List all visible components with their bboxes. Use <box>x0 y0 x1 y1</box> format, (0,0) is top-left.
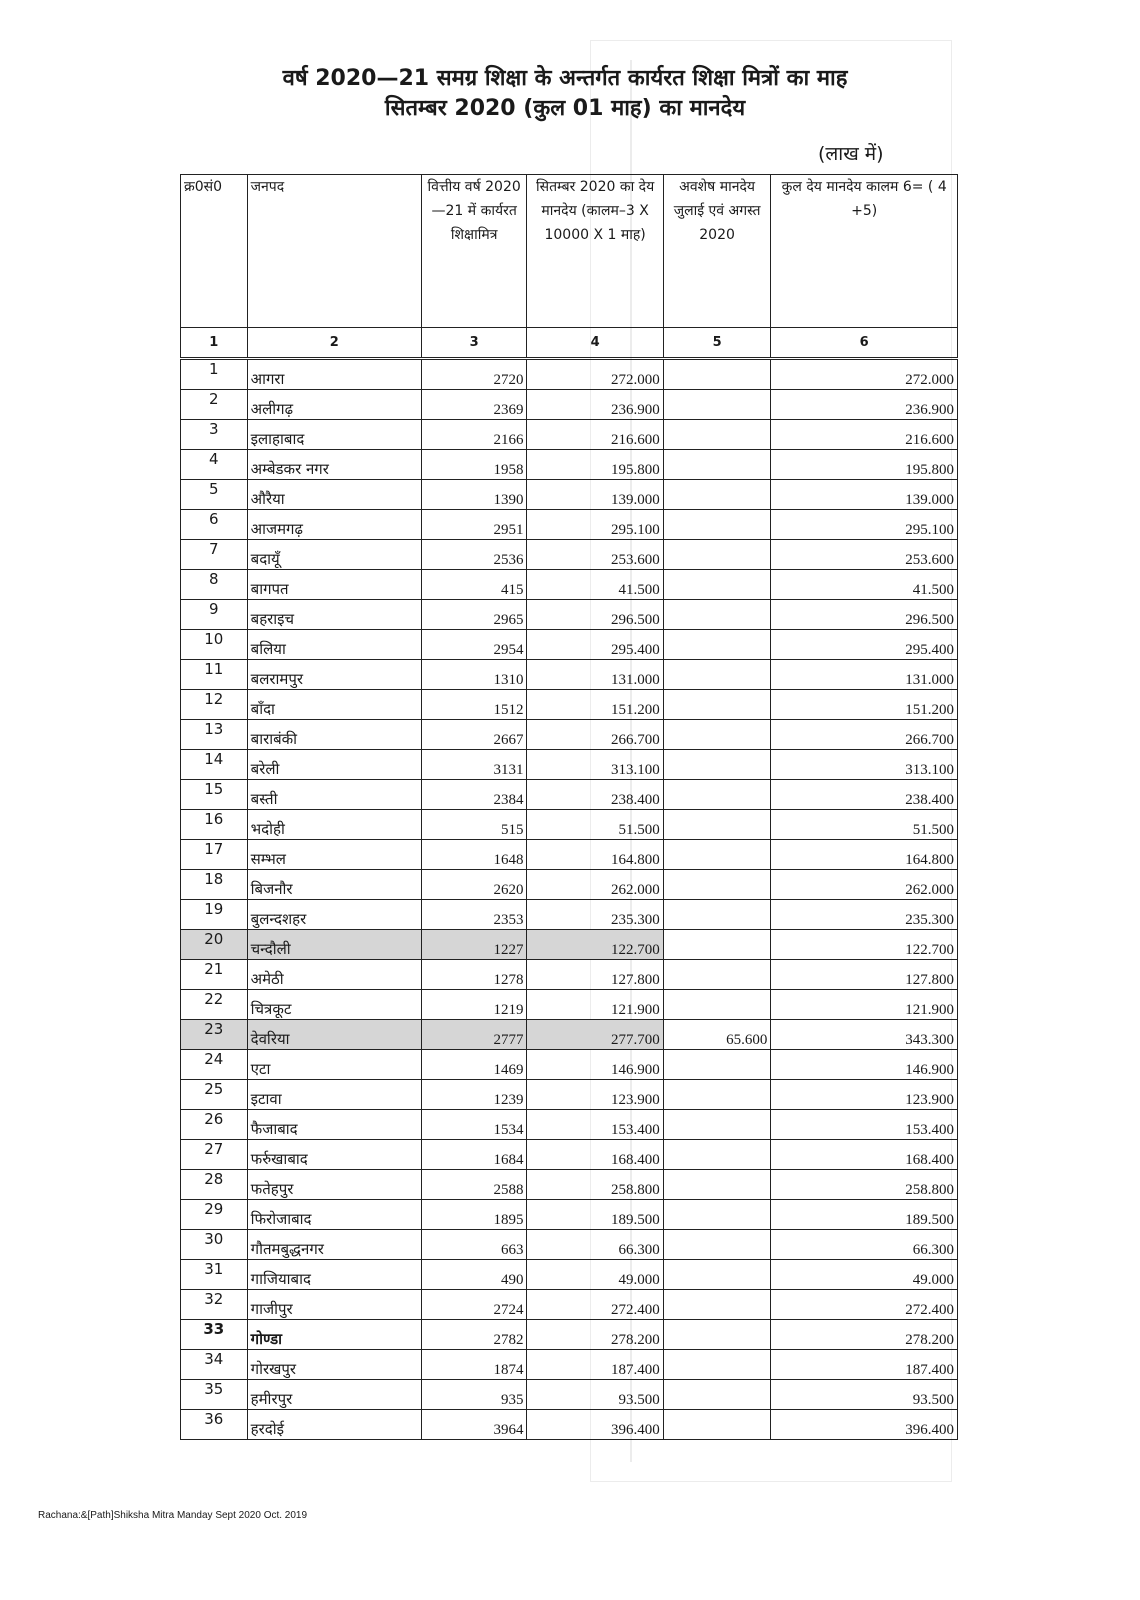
september-honorarium-cell: 216.600 <box>527 420 663 450</box>
serial-cell: 4 <box>181 450 248 480</box>
total-honorarium-cell: 123.900 <box>771 1080 958 1110</box>
column-number: 6 <box>771 328 958 359</box>
file-path-footer: Rachana:&[Path]Shiksha Mitra Manday Sept 2020 Oct. 2019 <box>38 1510 308 1521</box>
arrear-honorarium-cell <box>663 540 771 570</box>
september-honorarium-cell: 168.400 <box>527 1140 663 1170</box>
column-number: 5 <box>663 328 771 359</box>
working-count-cell: 2782 <box>421 1320 527 1350</box>
district-cell: अम्बेडकर नगर <box>247 450 421 480</box>
arrear-honorarium-cell <box>663 870 771 900</box>
table-row <box>181 570 958 600</box>
september-honorarium-cell: 195.800 <box>527 450 663 480</box>
table-row <box>181 480 958 510</box>
arrear-honorarium-cell <box>663 930 771 960</box>
total-honorarium-cell: 146.900 <box>771 1050 958 1080</box>
total-honorarium-cell: 139.000 <box>771 480 958 510</box>
total-honorarium-cell: 262.000 <box>771 870 958 900</box>
arrear-honorarium-cell <box>663 840 771 870</box>
serial-cell: 20 <box>181 930 248 960</box>
table-row <box>181 1170 958 1200</box>
table-row <box>181 630 958 660</box>
working-count-cell: 1874 <box>421 1350 527 1380</box>
total-honorarium-cell: 272.400 <box>771 1290 958 1320</box>
district-cell: फर्रुखाबाद <box>247 1140 421 1170</box>
arrear-honorarium-cell <box>663 600 771 630</box>
working-count-cell: 3964 <box>421 1410 527 1440</box>
september-honorarium-cell: 121.900 <box>527 990 663 1020</box>
serial-cell: 31 <box>181 1260 248 1290</box>
column-number: 3 <box>421 328 527 359</box>
total-honorarium-cell: 189.500 <box>771 1200 958 1230</box>
title-line-2: सितम्बर 2020 (कुल 01 माह) का मानदेय <box>384 96 746 121</box>
column-number: 2 <box>247 328 421 359</box>
september-honorarium-cell: 295.400 <box>527 630 663 660</box>
arrear-honorarium-cell <box>663 1290 771 1320</box>
september-honorarium-cell: 396.400 <box>527 1410 663 1440</box>
document-title <box>150 64 980 124</box>
serial-cell: 14 <box>181 750 248 780</box>
table-row <box>181 1080 958 1110</box>
arrear-honorarium-cell <box>663 1260 771 1290</box>
arrear-honorarium-cell <box>663 450 771 480</box>
september-honorarium-cell: 51.500 <box>527 810 663 840</box>
september-honorarium-cell: 123.900 <box>527 1080 663 1110</box>
district-cell: हरदोई <box>247 1410 421 1440</box>
serial-cell: 33 <box>181 1320 248 1350</box>
working-count-cell: 2353 <box>421 900 527 930</box>
arrear-honorarium-cell <box>663 720 771 750</box>
table-row <box>181 1200 958 1230</box>
header-september-honorarium: सितम्बर 2020 का देय मानदेय (कालम–3 X 10000 X 1 माह) <box>527 175 663 328</box>
table-row <box>181 390 958 420</box>
total-honorarium-cell: 66.300 <box>771 1230 958 1260</box>
table-row <box>181 750 958 780</box>
district-cell: भदोही <box>247 810 421 840</box>
working-count-cell: 2720 <box>421 359 527 390</box>
working-count-cell: 2667 <box>421 720 527 750</box>
arrear-honorarium-cell <box>663 359 771 390</box>
column-number: 4 <box>527 328 663 359</box>
working-count-cell: 1278 <box>421 960 527 990</box>
header-arrear-honorarium: अवशेष मानदेय जुलाई एवं अगस्त 2020 <box>663 175 771 328</box>
table-row <box>181 660 958 690</box>
header-working-count: वित्तीय वर्ष 2020—21 में कार्यरत शिक्षामित्र <box>421 175 527 328</box>
district-cell: चन्दौली <box>247 930 421 960</box>
arrear-honorarium-cell: 65.600 <box>663 1020 771 1050</box>
working-count-cell: 1684 <box>421 1140 527 1170</box>
table-row <box>181 990 958 1020</box>
serial-cell: 26 <box>181 1110 248 1140</box>
honorarium-table <box>180 174 958 1440</box>
working-count-cell: 1648 <box>421 840 527 870</box>
september-honorarium-cell: 151.200 <box>527 690 663 720</box>
total-honorarium-cell: 272.000 <box>771 359 958 390</box>
serial-cell: 32 <box>181 1290 248 1320</box>
arrear-honorarium-cell <box>663 1320 771 1350</box>
table-row <box>181 960 958 990</box>
table-row <box>181 420 958 450</box>
arrear-honorarium-cell <box>663 690 771 720</box>
district-cell: बागपत <box>247 570 421 600</box>
working-count-cell: 3131 <box>421 750 527 780</box>
district-cell: बलिया <box>247 630 421 660</box>
district-cell: फैजाबाद <box>247 1110 421 1140</box>
serial-cell: 8 <box>181 570 248 600</box>
table-row <box>181 1380 958 1410</box>
september-honorarium-cell: 262.000 <box>527 870 663 900</box>
district-cell: हमीरपुर <box>247 1380 421 1410</box>
total-honorarium-cell: 266.700 <box>771 720 958 750</box>
district-cell: अलीगढ़ <box>247 390 421 420</box>
working-count-cell: 2951 <box>421 510 527 540</box>
table-row <box>181 690 958 720</box>
arrear-honorarium-cell <box>663 780 771 810</box>
arrear-honorarium-cell <box>663 990 771 1020</box>
september-honorarium-cell: 295.100 <box>527 510 663 540</box>
serial-cell: 1 <box>181 359 248 390</box>
table-row <box>181 930 958 960</box>
september-honorarium-cell: 278.200 <box>527 1320 663 1350</box>
total-honorarium-cell: 51.500 <box>771 810 958 840</box>
working-count-cell: 1512 <box>421 690 527 720</box>
district-cell: बिजनौर <box>247 870 421 900</box>
total-honorarium-cell: 343.300 <box>771 1020 958 1050</box>
working-count-cell: 415 <box>421 570 527 600</box>
working-count-cell: 1469 <box>421 1050 527 1080</box>
table-row <box>181 720 958 750</box>
total-honorarium-cell: 296.500 <box>771 600 958 630</box>
september-honorarium-cell: 164.800 <box>527 840 663 870</box>
serial-cell: 25 <box>181 1080 248 1110</box>
district-cell: फिरोजाबाद <box>247 1200 421 1230</box>
total-honorarium-cell: 153.400 <box>771 1110 958 1140</box>
district-cell: आजमगढ़ <box>247 510 421 540</box>
arrear-honorarium-cell <box>663 1110 771 1140</box>
working-count-cell: 663 <box>421 1230 527 1260</box>
serial-cell: 12 <box>181 690 248 720</box>
september-honorarium-cell: 187.400 <box>527 1350 663 1380</box>
serial-cell: 34 <box>181 1350 248 1380</box>
serial-cell: 21 <box>181 960 248 990</box>
district-cell: बरेली <box>247 750 421 780</box>
serial-cell: 23 <box>181 1020 248 1050</box>
serial-cell: 24 <box>181 1050 248 1080</box>
september-honorarium-cell: 238.400 <box>527 780 663 810</box>
september-honorarium-cell: 272.000 <box>527 359 663 390</box>
table-row <box>181 600 958 630</box>
district-cell: गाजियाबाद <box>247 1260 421 1290</box>
district-cell: बाँदा <box>247 690 421 720</box>
serial-cell: 5 <box>181 480 248 510</box>
total-honorarium-cell: 168.400 <box>771 1140 958 1170</box>
arrear-honorarium-cell <box>663 1200 771 1230</box>
table-row <box>181 359 958 390</box>
serial-cell: 17 <box>181 840 248 870</box>
column-number-row <box>181 328 958 359</box>
serial-cell: 28 <box>181 1170 248 1200</box>
september-honorarium-cell: 127.800 <box>527 960 663 990</box>
total-honorarium-cell: 164.800 <box>771 840 958 870</box>
working-count-cell: 2588 <box>421 1170 527 1200</box>
arrear-honorarium-cell <box>663 1140 771 1170</box>
working-count-cell: 490 <box>421 1260 527 1290</box>
table-row <box>181 1110 958 1140</box>
table-row <box>181 810 958 840</box>
serial-cell: 18 <box>181 870 248 900</box>
serial-cell: 29 <box>181 1200 248 1230</box>
arrear-honorarium-cell <box>663 900 771 930</box>
district-cell: फतेहपुर <box>247 1170 421 1200</box>
working-count-cell: 515 <box>421 810 527 840</box>
district-cell: गोण्डा <box>247 1320 421 1350</box>
table-row <box>181 1020 958 1050</box>
table-row <box>181 840 958 870</box>
working-count-cell: 1390 <box>421 480 527 510</box>
working-count-cell: 2620 <box>421 870 527 900</box>
total-honorarium-cell: 258.800 <box>771 1170 958 1200</box>
district-cell: बदायूँ <box>247 540 421 570</box>
district-cell: देवरिया <box>247 1020 421 1050</box>
september-honorarium-cell: 189.500 <box>527 1200 663 1230</box>
total-honorarium-cell: 49.000 <box>771 1260 958 1290</box>
working-count-cell: 2166 <box>421 420 527 450</box>
arrear-honorarium-cell <box>663 1380 771 1410</box>
serial-cell: 19 <box>181 900 248 930</box>
total-honorarium-cell: 121.900 <box>771 990 958 1020</box>
table-row <box>181 1050 958 1080</box>
total-honorarium-cell: 93.500 <box>771 1380 958 1410</box>
working-count-cell: 2954 <box>421 630 527 660</box>
september-honorarium-cell: 66.300 <box>527 1230 663 1260</box>
district-cell: बहराइच <box>247 600 421 630</box>
header-district: जनपद <box>247 175 421 328</box>
district-cell: गाजीपुर <box>247 1290 421 1320</box>
table-row <box>181 1410 958 1440</box>
serial-cell: 2 <box>181 390 248 420</box>
arrear-honorarium-cell <box>663 1050 771 1080</box>
total-honorarium-cell: 235.300 <box>771 900 958 930</box>
total-honorarium-cell: 238.400 <box>771 780 958 810</box>
arrear-honorarium-cell <box>663 1080 771 1110</box>
working-count-cell: 2369 <box>421 390 527 420</box>
arrear-honorarium-cell <box>663 1350 771 1380</box>
september-honorarium-cell: 296.500 <box>527 600 663 630</box>
arrear-honorarium-cell <box>663 960 771 990</box>
arrear-honorarium-cell <box>663 1230 771 1260</box>
working-count-cell: 1534 <box>421 1110 527 1140</box>
total-honorarium-cell: 41.500 <box>771 570 958 600</box>
arrear-honorarium-cell <box>663 570 771 600</box>
arrear-honorarium-cell <box>663 750 771 780</box>
arrear-honorarium-cell <box>663 510 771 540</box>
working-count-cell: 2724 <box>421 1290 527 1320</box>
september-honorarium-cell: 272.400 <box>527 1290 663 1320</box>
header-serial: क्र0सं0 <box>181 175 248 328</box>
table-row <box>181 1290 958 1320</box>
serial-cell: 11 <box>181 660 248 690</box>
table-row <box>181 510 958 540</box>
september-honorarium-cell: 41.500 <box>527 570 663 600</box>
table-row <box>181 780 958 810</box>
september-honorarium-cell: 49.000 <box>527 1260 663 1290</box>
table-row <box>181 1140 958 1170</box>
total-honorarium-cell: 313.100 <box>771 750 958 780</box>
serial-cell: 10 <box>181 630 248 660</box>
serial-cell: 27 <box>181 1140 248 1170</box>
header-total-honorarium: कुल देय मानदेय कालम 6= ( 4 +5) <box>771 175 958 328</box>
september-honorarium-cell: 122.700 <box>527 930 663 960</box>
table-row <box>181 540 958 570</box>
district-cell: बस्ती <box>247 780 421 810</box>
serial-cell: 36 <box>181 1410 248 1440</box>
serial-cell: 35 <box>181 1380 248 1410</box>
september-honorarium-cell: 139.000 <box>527 480 663 510</box>
serial-cell: 16 <box>181 810 248 840</box>
table-row <box>181 1350 958 1380</box>
september-honorarium-cell: 146.900 <box>527 1050 663 1080</box>
september-honorarium-cell: 153.400 <box>527 1110 663 1140</box>
arrear-honorarium-cell <box>663 390 771 420</box>
arrear-honorarium-cell <box>663 810 771 840</box>
table-row <box>181 1320 958 1350</box>
working-count-cell: 1239 <box>421 1080 527 1110</box>
total-honorarium-cell: 151.200 <box>771 690 958 720</box>
district-cell: एटा <box>247 1050 421 1080</box>
september-honorarium-cell: 277.700 <box>527 1020 663 1050</box>
working-count-cell: 1310 <box>421 660 527 690</box>
total-honorarium-cell: 216.600 <box>771 420 958 450</box>
district-cell: बलरामपुर <box>247 660 421 690</box>
total-honorarium-cell: 396.400 <box>771 1410 958 1440</box>
district-cell: गोरखपुर <box>247 1350 421 1380</box>
september-honorarium-cell: 266.700 <box>527 720 663 750</box>
total-honorarium-cell: 295.100 <box>771 510 958 540</box>
working-count-cell: 2536 <box>421 540 527 570</box>
serial-cell: 7 <box>181 540 248 570</box>
table-row <box>181 1260 958 1290</box>
working-count-cell: 1219 <box>421 990 527 1020</box>
working-count-cell: 935 <box>421 1380 527 1410</box>
district-cell: बाराबंकी <box>247 720 421 750</box>
district-cell: गौतमबुद्धनगर <box>247 1230 421 1260</box>
september-honorarium-cell: 236.900 <box>527 390 663 420</box>
working-count-cell: 1227 <box>421 930 527 960</box>
total-honorarium-cell: 236.900 <box>771 390 958 420</box>
total-honorarium-cell: 122.700 <box>771 930 958 960</box>
table-row <box>181 870 958 900</box>
september-honorarium-cell: 235.300 <box>527 900 663 930</box>
district-cell: इटावा <box>247 1080 421 1110</box>
serial-cell: 30 <box>181 1230 248 1260</box>
serial-cell: 22 <box>181 990 248 1020</box>
table-body <box>181 359 958 1440</box>
total-honorarium-cell: 278.200 <box>771 1320 958 1350</box>
september-honorarium-cell: 93.500 <box>527 1380 663 1410</box>
district-cell: आगरा <box>247 359 421 390</box>
september-honorarium-cell: 253.600 <box>527 540 663 570</box>
serial-cell: 6 <box>181 510 248 540</box>
table-row <box>181 900 958 930</box>
working-count-cell: 2777 <box>421 1020 527 1050</box>
serial-cell: 3 <box>181 420 248 450</box>
district-cell: औरैया <box>247 480 421 510</box>
header-row <box>181 175 958 328</box>
serial-cell: 15 <box>181 780 248 810</box>
arrear-honorarium-cell <box>663 1410 771 1440</box>
serial-cell: 13 <box>181 720 248 750</box>
serial-cell: 9 <box>181 600 248 630</box>
column-number: 1 <box>181 328 248 359</box>
district-cell: अमेठी <box>247 960 421 990</box>
total-honorarium-cell: 127.800 <box>771 960 958 990</box>
working-count-cell: 1895 <box>421 1200 527 1230</box>
arrear-honorarium-cell <box>663 420 771 450</box>
total-honorarium-cell: 131.000 <box>771 660 958 690</box>
table-row <box>181 450 958 480</box>
district-cell: इलाहाबाद <box>247 420 421 450</box>
title-line-1: वर्ष 2020—21 समग्र शिक्षा के अन्तर्गत कार्यरत शिक्षा मित्रों का माह <box>282 66 848 91</box>
working-count-cell: 2384 <box>421 780 527 810</box>
district-cell: बुलन्दशहर <box>247 900 421 930</box>
district-cell: चित्रकूट <box>247 990 421 1020</box>
total-honorarium-cell: 253.600 <box>771 540 958 570</box>
arrear-honorarium-cell <box>663 480 771 510</box>
total-honorarium-cell: 295.400 <box>771 630 958 660</box>
arrear-honorarium-cell <box>663 630 771 660</box>
district-cell: सम्भल <box>247 840 421 870</box>
arrear-honorarium-cell <box>663 660 771 690</box>
working-count-cell: 1958 <box>421 450 527 480</box>
unit-note: (लाख में) <box>818 143 884 165</box>
september-honorarium-cell: 313.100 <box>527 750 663 780</box>
total-honorarium-cell: 187.400 <box>771 1350 958 1380</box>
arrear-honorarium-cell <box>663 1170 771 1200</box>
september-honorarium-cell: 258.800 <box>527 1170 663 1200</box>
september-honorarium-cell: 131.000 <box>527 660 663 690</box>
working-count-cell: 2965 <box>421 600 527 630</box>
total-honorarium-cell: 195.800 <box>771 450 958 480</box>
table-row <box>181 1230 958 1260</box>
